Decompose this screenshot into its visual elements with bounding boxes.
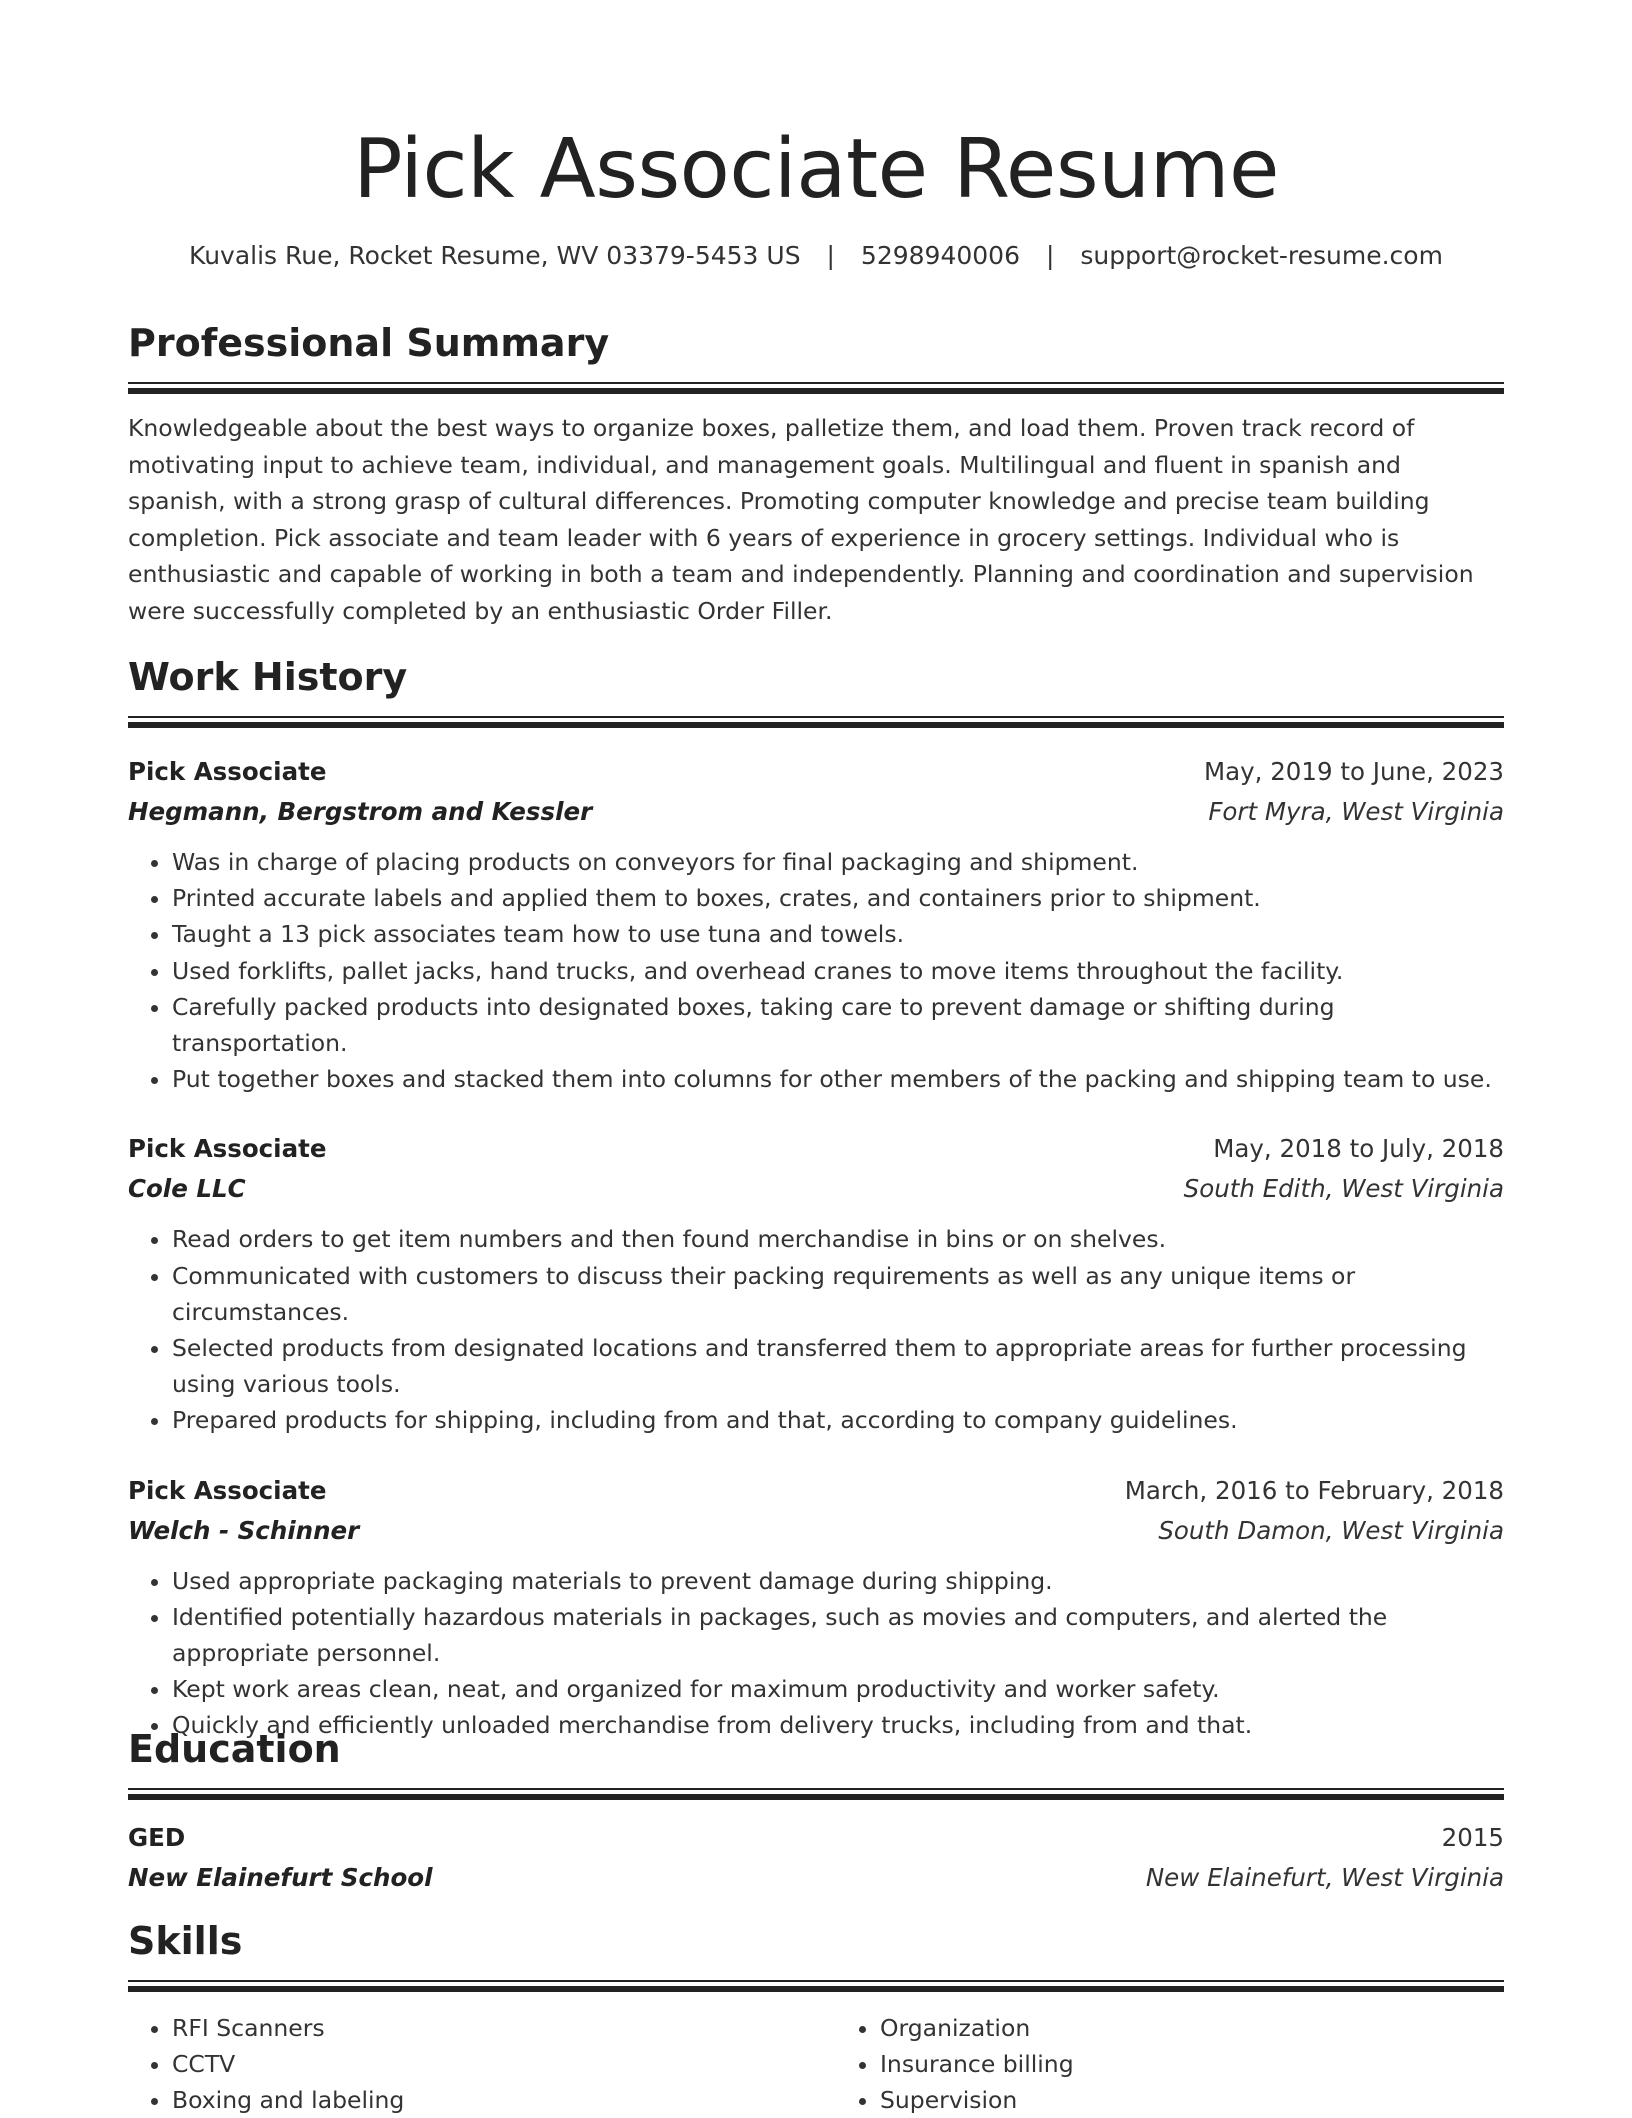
job-bullet: • Used forklifts, pallet jacks, hand trucks, and overhead cranes to move items throughout the facility. [172,953,1504,989]
job-bullets [128,844,1504,1097]
job-entry [128,1471,1504,1744]
section-title-summary: Professional Summary [128,321,610,365]
education-school-row [128,1858,1504,1898]
job-bullet: • Quickly and efficiently unloaded merchandise from delivery trucks, including from and that. [172,1707,1504,1743]
resume-title: Pick Associate Resume [353,122,1279,217]
job-header-row [128,1129,1504,1169]
education-entry [128,1818,1504,1898]
professional-summary-section [128,320,1504,629]
section-title-education: Education [128,1727,341,1771]
job-bullet: • Identified potentially hazardous materials in packages, such as movies and computers, and alerted the appropriate personnel. [172,1599,1504,1671]
section-title-skills: Skills [128,1919,243,1963]
school-name: New Elainefurt School [128,1863,433,1892]
skills-column-right [796,2010,1504,2118]
job-dates: May, 2018 to July, 2018 [1213,1134,1504,1164]
skill-item: • Organization [880,2010,1504,2046]
job-company-row [128,1511,1504,1551]
job-bullets [128,1563,1504,1744]
section-divider [128,382,1504,394]
job-company-row [128,792,1504,832]
job-dates: May, 2019 to June, 2023 [1203,757,1504,786]
job-location: Fort Myra, West Virginia [1208,797,1504,826]
job-bullet: • Carefully packed products into designated boxes, taking care to prevent damage or shifting during transportation. [172,989,1504,1061]
contact-line [128,240,1504,272]
job-location: South Damon, West Virginia [1158,1515,1504,1545]
job-bullet: • Printed accurate labels and applied them to boxes, crates, and containers prior to shipment. [172,880,1504,916]
job-bullet: • Taught a 13 pick associates team how to use tuna and towels. [172,916,1504,952]
skills-column-left [128,2010,796,2118]
company-name: Welch - Schinner [128,1515,360,1545]
address: Kuvalis Rue, Rocket Resume, WV 03379-5453 US [189,241,801,270]
job-dates: March, 2016 to February, 2018 [1124,1475,1504,1505]
job-bullet: • Selected products from designated locations and transferred them to appropriate areas for further processing using various tools. [172,1330,1504,1402]
resume-page [128,0,1504,2114]
summary-text: Knowledgeable about the best ways to organize boxes, palletize them, and load them. Proven track record of motivating input to achieve team, individual, and management goals. Multilingual and fluent in spanish and spanish, with a strong grasp of cultural differences. Promoting computer knowledge and precise team building completion. Pick associate and team leader with 6 years of experience in grocery settings. Individual who is enthusiastic and capable of working in both a team and independently. Planning and coordination and supervision were successfully completed by an enthusiastic Order Filler. [128,414,1474,625]
company-name: Cole LLC [128,1174,246,1204]
job-bullet: • Used appropriate packaging materials to prevent damage during shipping. [172,1563,1504,1599]
job-entry [128,752,1504,1097]
skills-section [128,1918,1504,2118]
job-bullet: • Prepared products for shipping, including from and that, according to company guidelines. [172,1402,1504,1438]
job-bullet: • Kept work areas clean, neat, and organized for maximum productivity and worker safety. [172,1671,1504,1707]
job-entry [128,1129,1504,1438]
job-title: Pick Associate [128,1134,327,1164]
section-divider [128,1788,1504,1800]
phone-number: 5298940006 [860,241,1020,270]
job-header-row [128,752,1504,792]
job-header-row [128,1471,1504,1511]
job-company-row [128,1169,1504,1209]
section-title-work-history: Work History [128,655,408,699]
job-bullet: • Was in charge of placing products on conveyors for final packaging and shipment. [172,844,1504,880]
job-bullet: • Put together boxes and stacked them into columns for other members of the packing and shipping team to use. [172,1061,1504,1097]
section-divider [128,716,1504,728]
job-location: South Edith, West Virginia [1183,1174,1504,1204]
skills-grid [128,2010,1504,2118]
contact-separator: | [1045,241,1055,270]
work-history-section [128,654,1504,1744]
skill-item: • RFI Scanners [172,2010,796,2046]
job-bullets [128,1221,1504,1438]
job-bullet: • Read orders to get item numbers and then found merchandise in bins or on shelves. [172,1221,1504,1257]
job-title: Pick Associate [128,757,327,786]
section-divider [128,1980,1504,1992]
contact-separator: | [826,241,835,270]
education-header-row [128,1818,1504,1858]
company-name: Hegmann, Bergstrom and Kessler [128,797,593,826]
email-address: support@rocket-resume.com [1080,241,1443,270]
degree: GED [128,1823,186,1852]
job-title: Pick Associate [128,1475,327,1505]
job-bullet: • Communicated with customers to discuss their packing requirements as well as any unique items or circumstances. [172,1258,1504,1330]
school-location: New Elainefurt, West Virginia [1145,1863,1504,1892]
skill-item: • Supervision [880,2082,1504,2118]
education-section [128,1726,1504,1898]
skill-item: • Boxing and labeling [172,2082,796,2118]
skill-item: • Insurance billing [880,2046,1504,2082]
skill-item: • CCTV [172,2046,796,2082]
graduation-year: 2015 [1441,1823,1504,1852]
